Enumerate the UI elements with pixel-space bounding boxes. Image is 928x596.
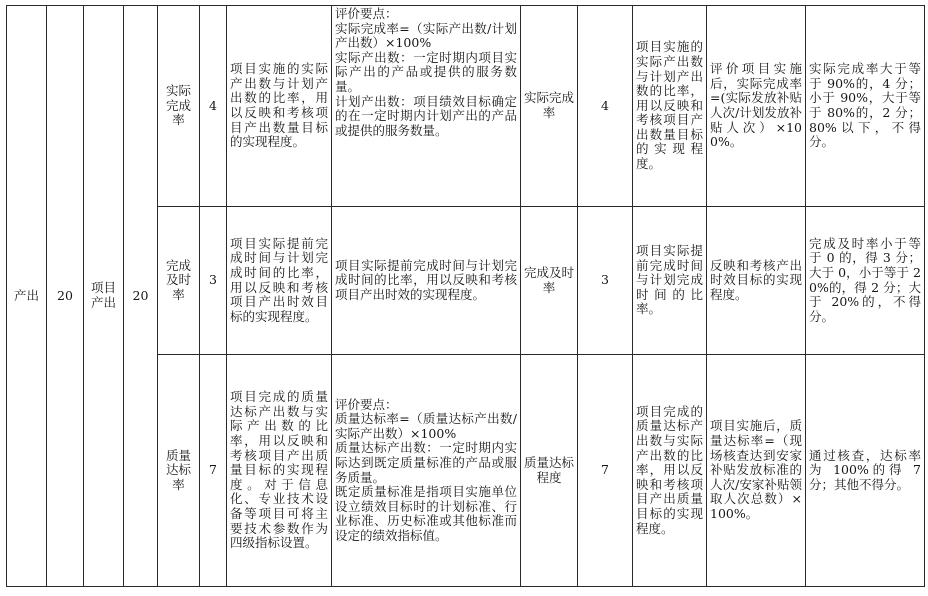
- scoring-standard: 通过核查，达标率为 100%的得 7 分；其他不得分。: [806, 355, 925, 587]
- second-level-score: 20: [124, 6, 158, 587]
- indicator-method-2: 项目实施后，质量达标率=（现场核查达到安家补贴发放标准的人次/安家补贴领取人次总数）×100%。: [707, 355, 806, 587]
- indicator-name-2: 完成及时率: [521, 207, 578, 355]
- indicator-meaning: 项目完成的质量达标产出数与实际产出数的比率，用以反映和考核项目产出质量目标的实现程度。对于信息化、专业技术设备等项目可将主要技术参数作为四级指标设置。: [227, 355, 332, 587]
- indicator-meaning: 项目实际提前完成时间与计划完成时间的比率，用以反映和考核项目产出时效目标的实现程度。: [227, 207, 332, 355]
- indicator-table: [6, 5, 925, 587]
- indicator-meaning-2: 项目实际提前完成时间与计划完成时间的比率。: [633, 207, 707, 355]
- indicator-name: 实际完成率: [158, 6, 200, 207]
- scoring-standard: 完成及时率小于等于 0 的，得 3 分；大于 0，小于等于 20%的，得 2 分；大于 20%的，不得分。: [806, 207, 925, 355]
- indicator-name-2: 质量达标程度: [521, 355, 578, 587]
- first-level-indicator: 产出: [7, 6, 47, 587]
- indicator-method: 项目实际提前完成时间与计划完成时间的比率，用以反映和考核项目产出时效的实现程度。: [332, 207, 521, 355]
- indicator-score: 7: [200, 355, 227, 587]
- indicator-score: 4: [200, 6, 227, 207]
- indicator-score-2: 7: [578, 355, 633, 587]
- indicator-method-2: 评价项目实施后，实际完成率=(实际发放补贴人次/计划发放补贴人次）×100%。: [707, 6, 806, 207]
- indicator-meaning-2: 项目完成的质量达标产出数与实际产出数的比率，用以反映和考核项目产出质量目标的实现程度。: [633, 355, 707, 587]
- indicator-score-2: 3: [578, 207, 633, 355]
- indicator-method: 评价要点： 实际完成率=（实际产出数/计划产出数）×100% 实际产出数：一定时期内项目实际产出的产品或提供的服务数量。 计划产出数：项目绩效目标确定的在一定时期内计划产出的产品或提供的服务数量。: [332, 6, 521, 207]
- indicator-name: 完成及时率: [158, 207, 200, 355]
- indicator-method: 评价要点： 质量达标率=（质量达标产出数/实际产出数）×100% 质量达标产出数：一定时期内实际达到既定质量标准的产品或服务质量。 既定质量标准是指项目实施单位设立绩效目标时的计划标准、行业标准、历史标准或其他标准而设定的绩效指标值。: [332, 355, 521, 587]
- indicator-score-2: 4: [578, 6, 633, 207]
- indicator-method-2: 反映和考核产出时效目标的实现程度。: [707, 207, 806, 355]
- indicator-name-2: 实际完成率: [521, 6, 578, 207]
- scoring-standard: 实际完成率大于等于 90%的，4 分；小于 90%，大于等于 80%的，2 分；80%以下，不得分。: [806, 6, 925, 207]
- second-level-indicator: 项目产出: [84, 6, 124, 587]
- indicator-score: 3: [200, 207, 227, 355]
- table-row: [7, 6, 925, 207]
- first-level-score: 20: [47, 6, 84, 587]
- indicator-meaning: 项目实施的实际产出数与计划产出数的比率，用以反映和考核项目产出数量目标的实现程度。: [227, 6, 332, 207]
- indicator-meaning-2: 项目实施的实际产出数与计划产出数的比率，用以反映和考核项目产出数量目标的实现程度。: [633, 6, 707, 207]
- indicator-name: 质量达标率: [158, 355, 200, 587]
